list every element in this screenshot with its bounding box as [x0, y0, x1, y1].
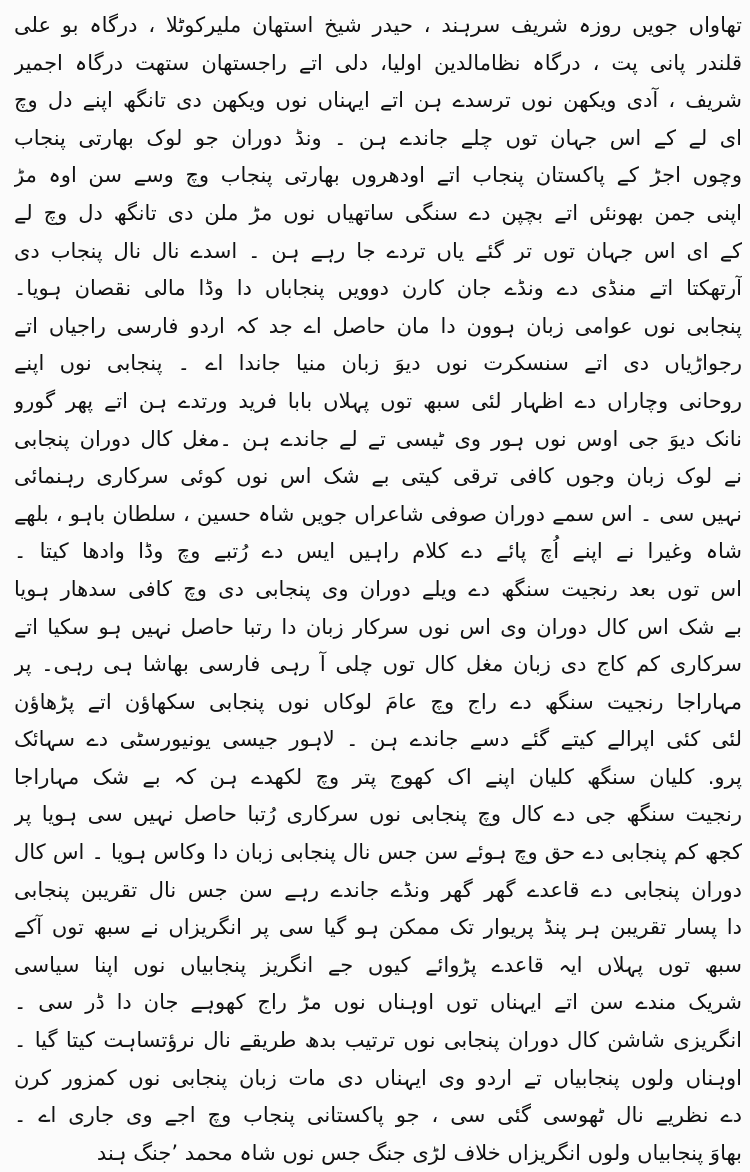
text-line: شاہ وغیرا نے اپنے اُچ پائے دے کلام راہیں ایس دے رُتبے وچ وڈا وادھا کیتا ۔: [14, 539, 742, 564]
text-line: اپنی جمن بھونئں اتے بچپن دے سنگی ساتھیاں نوں مڑ ملن دی تانگھ دل وچ لے: [14, 200, 742, 225]
text-line: آرتھکتا اتے منڈی دے ونڈے جان کارن دوویں پنجاباں دا وڈا مالی نقصان ہویا۔: [14, 276, 742, 301]
text-line: بے شک اس کال دوران وی اس نوں سرکار زبان دا رتبا حاصل نہیں ہو سکیا اتے: [14, 614, 742, 639]
text-line: رجواڑیاں دی اتے سنسکرت نوں دیوَ زبان منیا جاندا اے ۔ پنجابی نوں اپنے: [14, 351, 742, 376]
text-line: بھاوَ پنجابیاں ولوں انگریزاں خلاف لڑی جنگ جس نوں شاہ محمد ’جنگ ہند: [96, 1140, 742, 1165]
text-line: شریف ، آدی ویکھن نوں ترسدے ہن اتے ایہناں نوں ویکھن دی تانگھ اپنے دل وچ: [14, 88, 742, 113]
text-line: انگریزی شاشن کال دوران پنجابی نوں ترتیب بدھ طریقے نال نرؤتساہت کیتا گیا ۔: [14, 1028, 742, 1053]
document-body: [0, 7, 750, 1172]
text-line: سرکاری کم کاج دی زبان مغل کال توں چلی آ رہی فارسی بھاشا ہی رہی۔ پر: [14, 652, 742, 677]
text-line: شریک مندے سن اتے ایہناں توں اوہناں نوں مڑ راج کھوہے جان دا ڈر سی ۔: [14, 990, 742, 1015]
text-line: قلندر پانی پت ، درگاہ نظامالدین اولیا، دلی اتے راجستھان ستھت درگاہ اجمیر: [14, 50, 742, 75]
text-line: رنجیت سنگھ جی دے کال وچ پنجابی نوں سرکاری رُتبا حاصل نہیں سی ہویا پر: [14, 802, 742, 827]
text-line: نانک دیوَ جی اوس نوں ہور وی ٹیسی تے لے جاندے ہن ۔مغل کال دوران پنجابی: [14, 426, 742, 451]
text-line: نے لوک زبان وجوں کافی ترقی کیتی بے شک اس نوں کوئی سرکاری رہنمائی: [14, 464, 742, 489]
text-line: دا پسار تقریبن ہر پنڈ پریوار تک ممکن ہو گیا سی پر انگریزاں نے سبھ توں آکے: [14, 915, 742, 940]
text-line: سبھ توں پہلاں ایہ قاعدے پڑوائے کیوں جے انگریز پنجابیاں نوں اپنا سیاسی: [14, 952, 742, 977]
text-line: پنجابی نوں عوامی زبان ہوون دا مان حاصل اے جد کہ اردو فارسی راجیاں اتے: [14, 313, 742, 338]
text-line: دے نظریے نال ٹھوسی گئی سی ، جو پاکستانی پنجاب وچ اجے وی جاری اے ۔: [14, 1103, 742, 1128]
text-line: اس توں بعد رنجیت سنگھ دے ویلے دوران وی پنجابی دی وچ کافی سدھار ہویا: [14, 576, 742, 601]
text-line: کے ای اس جہان توں تر گئے یاں تردے جا رہے ہن ۔ اسدے نال نال پنجاب دی: [14, 238, 742, 263]
text-line: لئی کئی اپرالے کیتے گئے دسے جاندے ہن ۔ لاہور جیسی یونیورسٹی دے سہائک: [14, 727, 742, 752]
text-line: نہیں سی ۔ اس سمے دوران صوفی شاعراں جویں شاہ حسین ، سلطان باہو ، بلھے: [14, 501, 742, 526]
text-line: کجھ کم پنجابی دے حق وچ ہوئے سن جس نال پنجابی زبان دا وکاس ہویا ۔ اس کال: [14, 840, 742, 865]
text-line: تھاواں جویں روزہ شریف سرہند ، حیدر شیخ استھان ملیرکوٹلا ، درگاہ بو علی: [14, 13, 742, 37]
text-line: وچوں اجڑ کے پاکستان پنجاب اتے اودھروں بھارتی پنجاب وچ وسے سن اوہ مڑ: [14, 163, 742, 188]
text-line: پرو. کلیان سنگھ کلیان اپنے اک کھوج پتر وچ لکھدے ہن کہ بے شک مہاراجا: [14, 764, 742, 789]
text-line: دوران پنجابی دے قاعدے گھر گھر ونڈے جاندے رہے سن جس نال تقریبن پنجابی: [14, 877, 742, 902]
text-line: ای لے کے اس جہان توں چلے جاندے ہن ۔ ونڈ دوران جو لوک بھارتی پنجاب: [14, 125, 742, 150]
text-line: مہاراجا رنجیت سنگھ دے راج وچ عامَ لوکاں نوں پنجابی سکھاؤن اتے پڑھاؤن: [14, 689, 742, 714]
text-line: اوہناں ولوں پنجابیاں تے اردو وی ایہناں دی مات زبان پنجابی نوں کمزور کرن: [14, 1065, 742, 1090]
text-line: روحانی وچاراں دے اظہار لئی سبھ توں پہلاں بابا فرید ورتدے ہن اتے پھر گورو: [14, 388, 742, 413]
